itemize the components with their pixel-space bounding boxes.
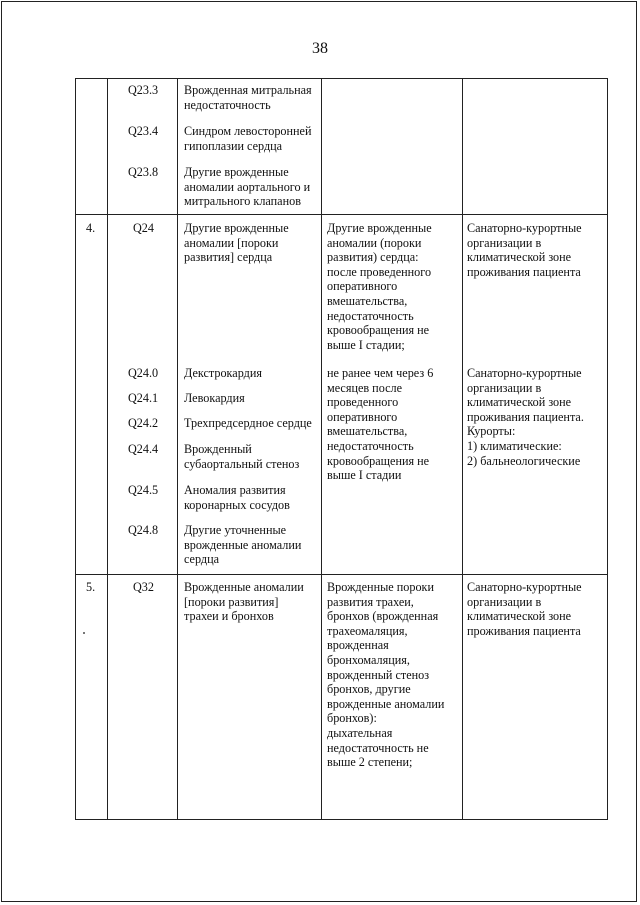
diagnosis-code: Q23.4 — [128, 124, 159, 138]
diagnosis-name: Врожденные аномалии [пороки развития] трахеи и бронхов — [184, 580, 304, 624]
diagnosis-code: Q24 — [133, 221, 154, 235]
col-divider — [177, 78, 178, 820]
facility-recommendation: Санаторно-курортные организации в климатической зоне проживания пациента. Курорты: 1) климатические: 2) бальнеологические — [467, 366, 584, 468]
diagnosis-name: Аномалия развития коронарных сосудов — [184, 483, 290, 512]
row-number: 4. — [86, 221, 96, 235]
treatment-conditions: Другие врожденные аномалии (пороки развития) сердца: после проведенного оперативного вмешательства, недостаточность кровообращения не выше I стадии; — [327, 221, 432, 352]
diagnosis-name: Другие уточненные врожденные аномалии сердца — [184, 523, 302, 567]
diagnosis-code: Q23.8 — [128, 165, 159, 179]
table-right-border — [607, 78, 608, 820]
facility-recommendation: Санаторно-курортные организации в климатической зоне проживания пациента — [467, 221, 582, 279]
row-divider — [75, 214, 608, 215]
diagnosis-name: Другие врожденные аномалии [пороки развития] сердца — [184, 221, 289, 265]
diagnosis-name: Врожденная митральная недостаточность — [184, 83, 312, 112]
treatment-conditions: не ранее чем через 6 месяцев после проведенного оперативного вмешательства, недостаточность кровообращения не выше I стадии — [327, 366, 434, 483]
row-divider — [75, 574, 608, 575]
diagnosis-code: Q23.3 — [128, 83, 159, 97]
diagnosis-code: Q24.2 — [128, 416, 159, 430]
page-number: 38 — [312, 40, 328, 57]
table-top-border — [75, 78, 608, 79]
diagnosis-name: Левокардия — [184, 391, 245, 405]
diagnosis-code: Q24.4 — [128, 442, 159, 456]
diagnosis-code: Q24.1 — [128, 391, 159, 405]
col-divider — [321, 78, 322, 820]
diagnosis-code: Q24.0 — [128, 366, 159, 380]
diagnosis-name: Синдром левосторонней гипоплазии сердца — [184, 124, 312, 153]
scan-speck — [83, 632, 85, 634]
diagnosis-code: Q24.5 — [128, 483, 159, 497]
row-number: 5. — [86, 580, 96, 594]
diagnosis-code: Q32 — [133, 580, 154, 594]
treatment-conditions: Врожденные пороки развития трахеи, бронхов (врожденная трахеомаляция, врожденная бронхомаляция, врожденный стеноз бронхов, другие врожденные аномалии бронхов): дыхательная недостаточность не выше 2 степени; — [327, 580, 445, 770]
diagnosis-name: Трехпредсердное сердце — [184, 416, 312, 430]
diagnosis-name: Декстрокардия — [184, 366, 262, 380]
col-divider — [107, 78, 108, 820]
facility-recommendation: Санаторно-курортные организации в климатической зоне проживания пациента — [467, 580, 582, 638]
diagnosis-code: Q24.8 — [128, 523, 159, 537]
table-left-border — [75, 78, 76, 820]
diagnosis-name: Врожденный субаортальный стеноз — [184, 442, 300, 471]
table-bottom-border — [75, 819, 608, 820]
col-divider — [462, 78, 463, 820]
diagnosis-name: Другие врожденные аномалии аортального и митрального клапанов — [184, 165, 311, 209]
